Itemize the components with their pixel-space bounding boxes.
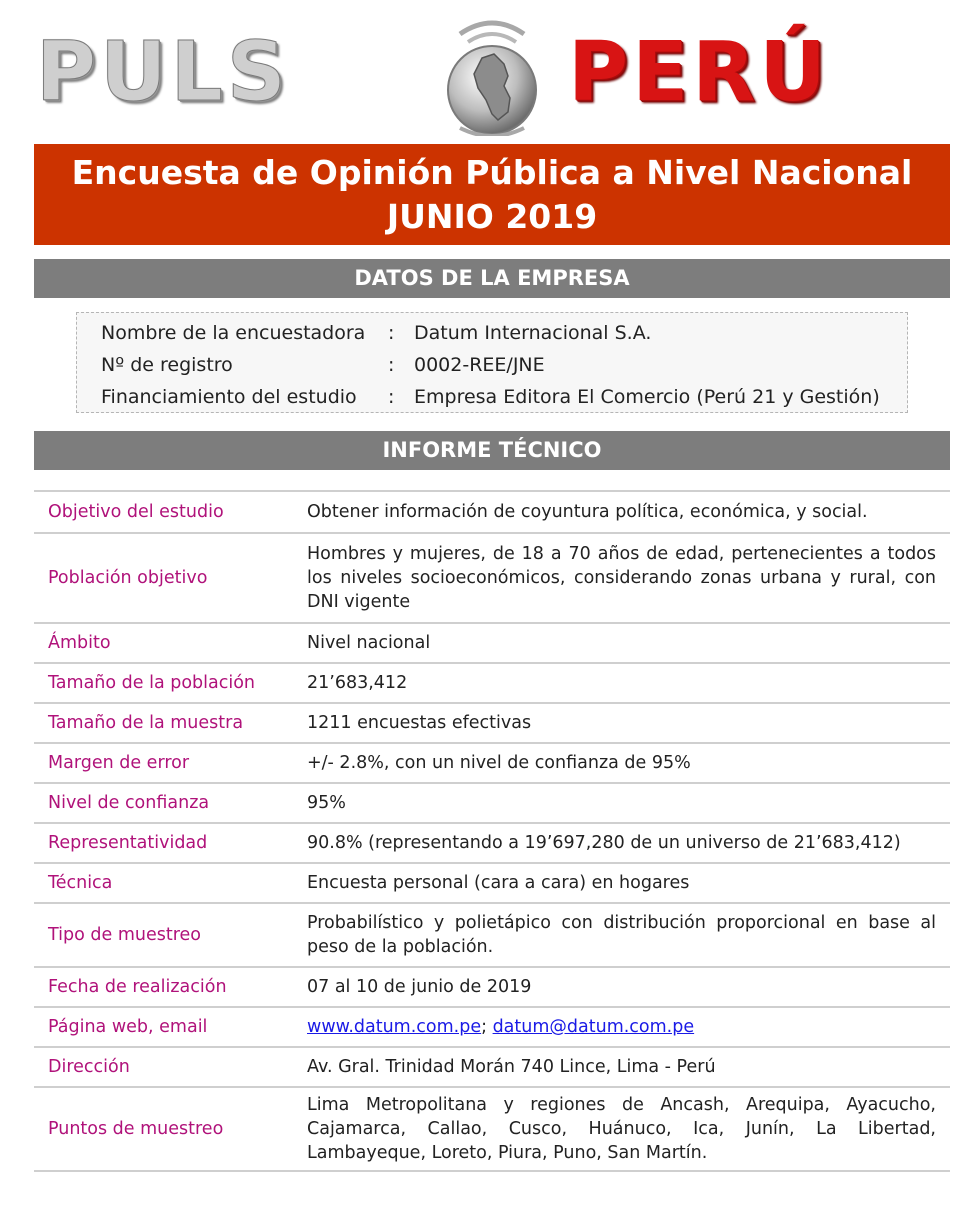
row-value: Encuesta personal (cara a cara) en hogares xyxy=(307,873,690,893)
row-value: 95% xyxy=(307,793,346,813)
row-label: Margen de error xyxy=(48,753,190,773)
company-separator: : xyxy=(388,354,395,376)
row-label: Objetivo del estudio xyxy=(48,502,224,522)
row-label: Página web, email xyxy=(48,1017,208,1037)
row-label: Tipo de muestreo xyxy=(48,925,201,945)
company-value: Empresa Editora El Comercio (Perú 21 y Gestión) xyxy=(414,386,880,408)
company-row xyxy=(77,381,907,413)
table-row xyxy=(34,662,950,702)
row-label: Nivel de confianza xyxy=(48,793,210,813)
title-banner xyxy=(34,144,950,245)
row-value: Hombres y mujeres, de 18 a 70 años de edad, pertenecientes a todos los niveles socioeconómicos, considerando zonas urbana y rural, con DNI vigente xyxy=(307,544,936,612)
table-row xyxy=(34,862,950,902)
company-value: Datum Internacional S.A. xyxy=(414,322,652,344)
row-value-links xyxy=(307,1015,950,1039)
company-label: Nombre de la encuestadora xyxy=(101,322,366,344)
peru-map-emblem-icon xyxy=(438,14,546,136)
row-label: Técnica xyxy=(48,873,113,893)
company-label: Financiamiento del estudio xyxy=(101,386,357,408)
table-row xyxy=(34,702,950,742)
table-row xyxy=(34,822,950,862)
row-value: 1211 encuestas efectivas xyxy=(307,713,532,733)
company-row xyxy=(77,317,907,349)
company-value: 0002-REE/JNE xyxy=(414,354,545,376)
row-value: Probabilístico y polietápico con distribución proporcional en base al peso de la población. xyxy=(307,913,936,957)
link-separator: ; xyxy=(481,1017,493,1037)
row-label: Población objetivo xyxy=(48,568,208,588)
table-row xyxy=(34,902,950,966)
row-value: +/- 2.8%, con un nivel de confianza de 95% xyxy=(307,753,691,773)
banner-title: Encuesta de Opinión Pública a Nivel Nacional xyxy=(71,153,913,192)
puls-peru-logo xyxy=(34,12,950,137)
company-label: Nº de registro xyxy=(101,354,233,376)
company-section-header: DATOS DE LA EMPRESA xyxy=(34,259,950,298)
row-value: Lima Metropolitana y regiones de Ancash, Arequipa, Ayacucho, Cajamarca, Callao, Cusco, Huánuco, Ica, Junín, La Libertad, Lambayeque, Loreto, Piura, Puno, San Martín. xyxy=(307,1095,936,1163)
row-label: Dirección xyxy=(48,1057,130,1077)
row-label: Tamaño de la población xyxy=(48,673,256,693)
website-link[interactable]: www.datum.com.pe xyxy=(307,1017,482,1037)
table-row xyxy=(34,622,950,662)
row-value: 07 al 10 de junio de 2019 xyxy=(307,977,532,997)
table-row xyxy=(34,1046,950,1086)
row-value: Nivel nacional xyxy=(307,633,431,653)
table-row xyxy=(34,1006,950,1046)
row-label: Tamaño de la muestra xyxy=(48,713,244,733)
row-label: Puntos de muestreo xyxy=(48,1119,224,1139)
banner-subtitle: JUNIO 2019 xyxy=(386,197,598,236)
company-info-box xyxy=(76,312,908,413)
company-row xyxy=(77,349,907,381)
logo-word-peru: PERÚ xyxy=(568,25,830,120)
row-value: Obtener información de coyuntura política, económica, y social. xyxy=(307,502,868,522)
row-label: Fecha de realización xyxy=(48,977,227,997)
technical-report-table xyxy=(34,490,950,1172)
row-value: Av. Gral. Trinidad Morán 740 Lince, Lima - Perú xyxy=(307,1057,716,1077)
table-row xyxy=(34,966,950,1006)
row-label: Representatividad xyxy=(48,833,208,853)
row-label: Ámbito xyxy=(48,633,111,653)
company-separator: : xyxy=(388,386,395,408)
table-row xyxy=(34,532,950,622)
table-row xyxy=(34,742,950,782)
row-value: 90.8% (representando a 19’697,280 de un universo de 21’683,412) xyxy=(307,833,901,853)
logo-word-puls: PULS xyxy=(36,25,290,120)
table-row xyxy=(34,782,950,822)
technical-section-header: INFORME TÉCNICO xyxy=(34,431,950,470)
table-row xyxy=(34,490,950,532)
email-link[interactable]: datum@datum.com.pe xyxy=(492,1017,695,1037)
table-row xyxy=(34,1086,950,1172)
company-separator: : xyxy=(388,322,395,344)
row-value: 21’683,412 xyxy=(307,673,408,693)
